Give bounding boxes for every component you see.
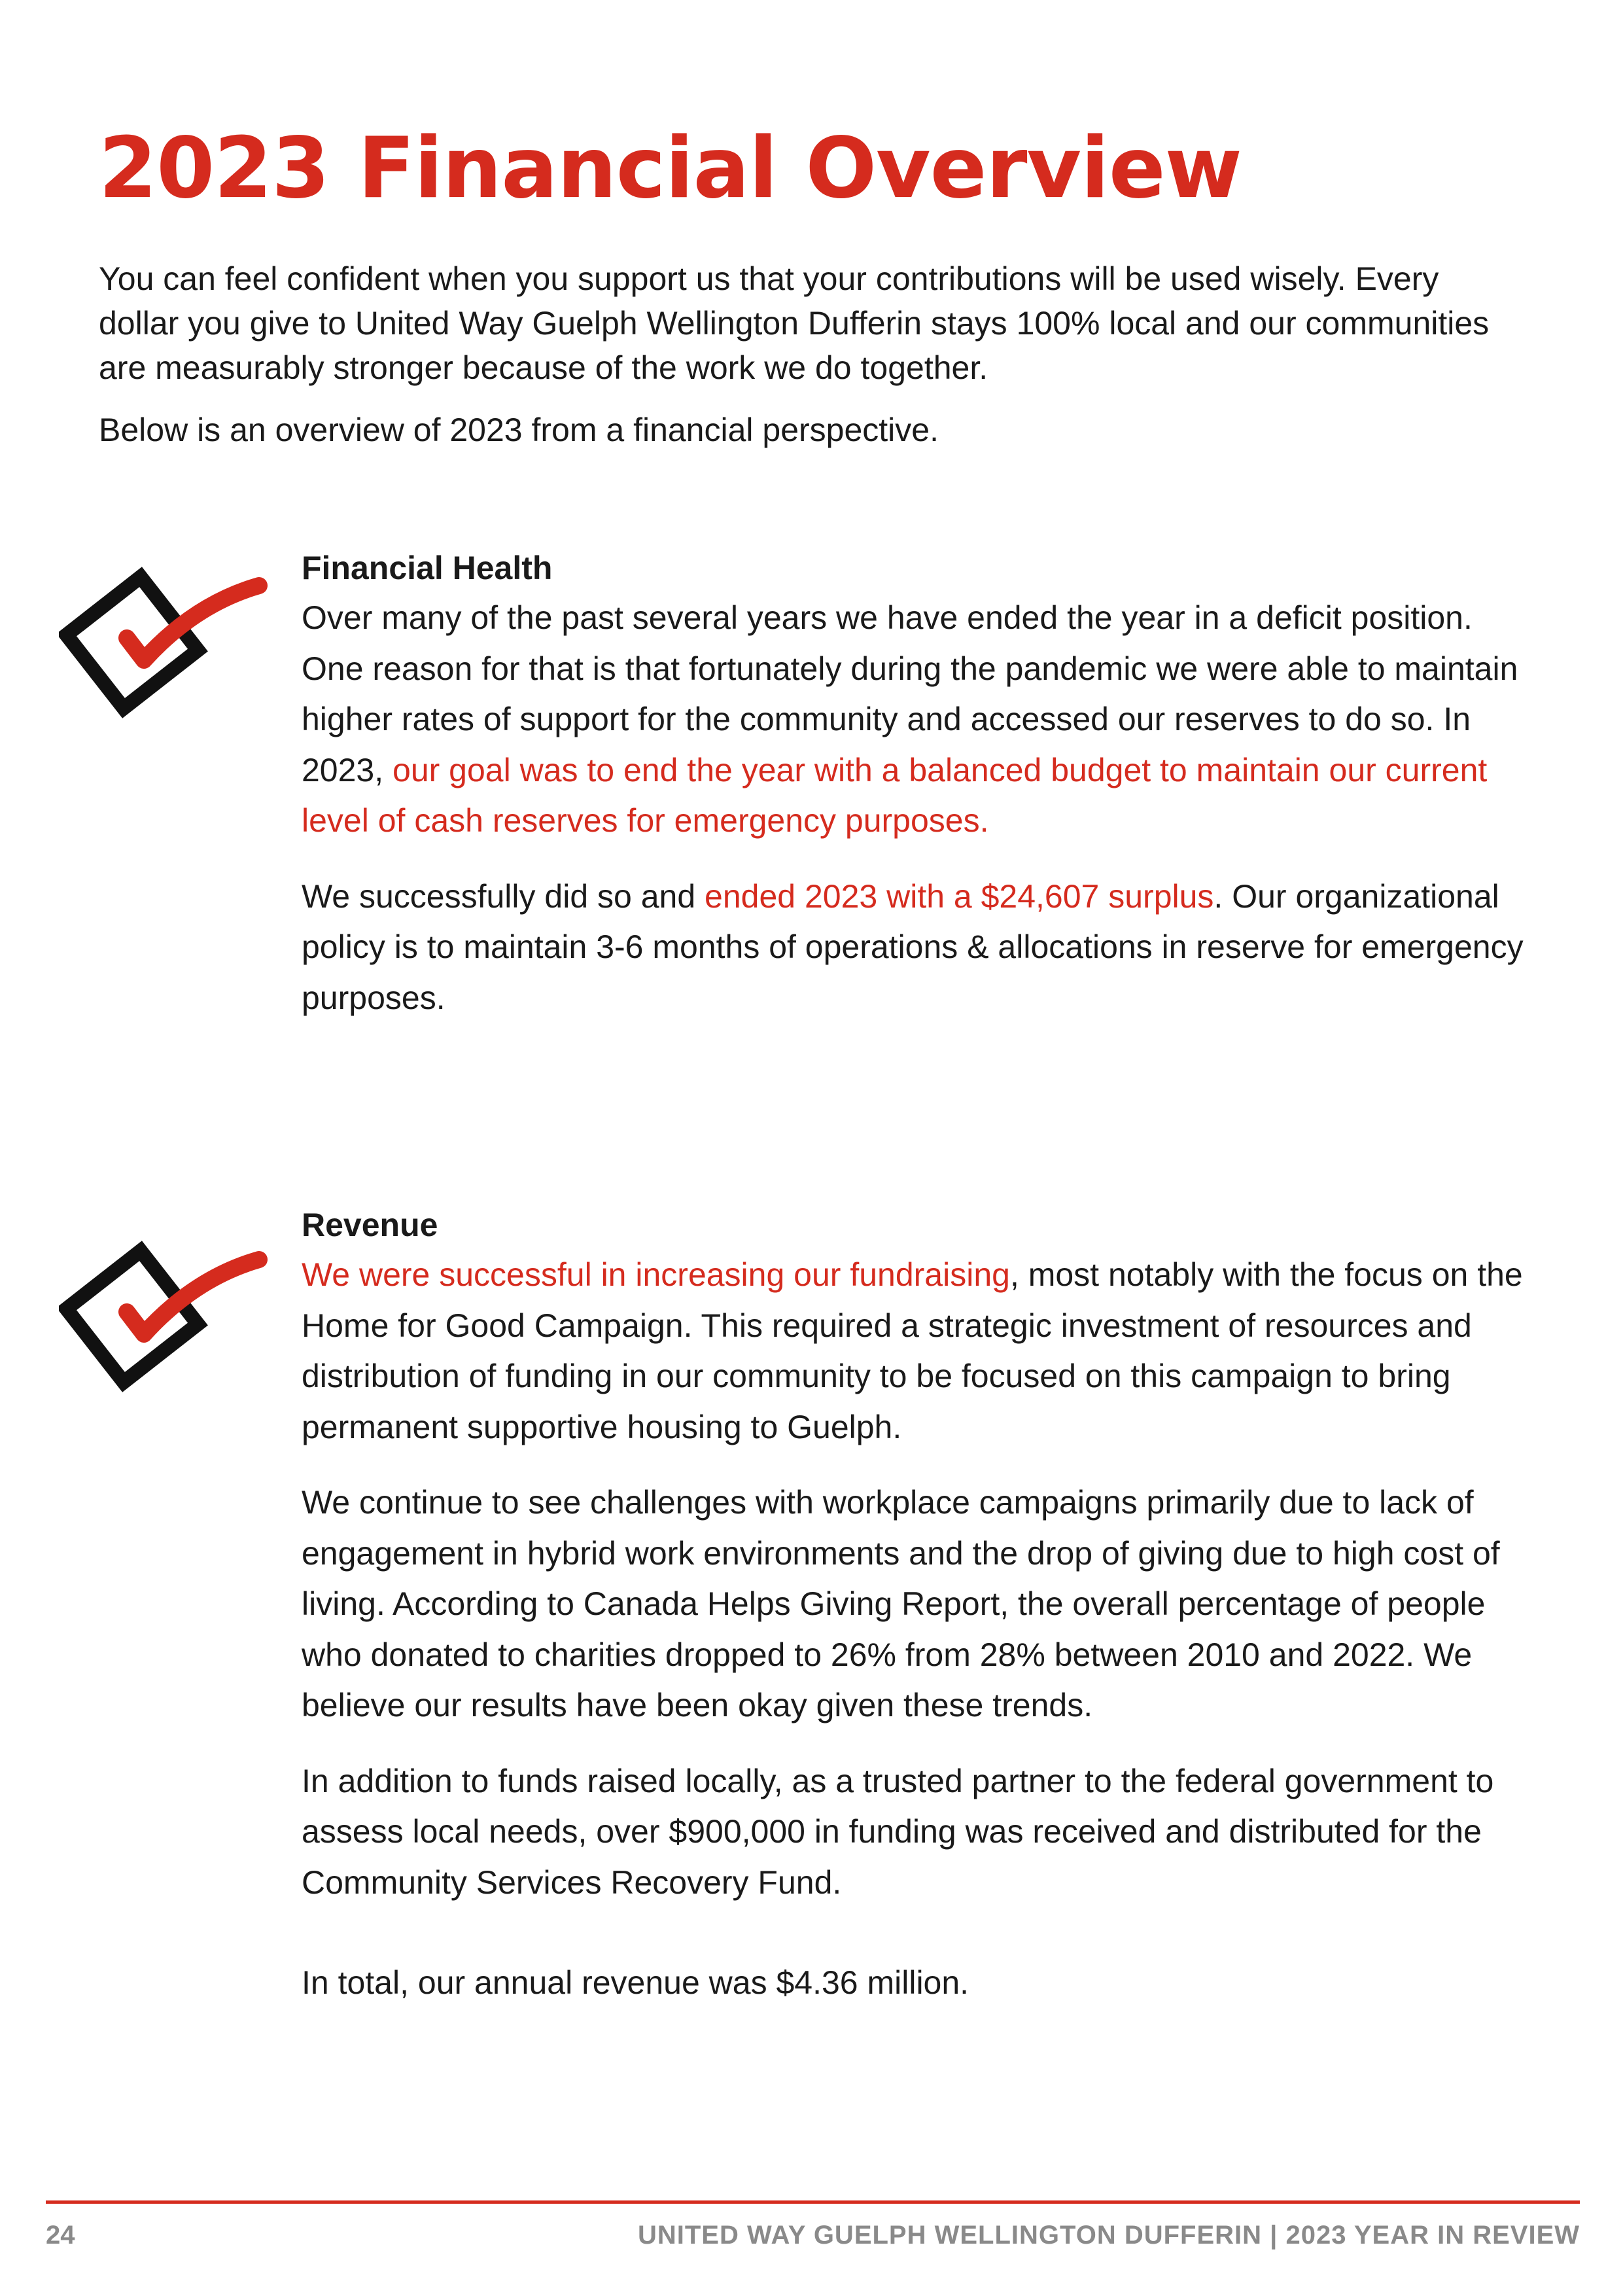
section-paragraph — [302, 872, 1525, 1024]
section-paragraph: We continue to see challenges with workplace campaigns primarily due to lack of engagement in hybrid work environments and the drop of giving due to high cost of living. According to Canada Helps Giving Report, the overall percentage of people who donated to charities dropped to 26% from 28% between 2010 and 2022. We believe our results have been okay given these trends. — [302, 1484, 1500, 1723]
section-heading: Financial Health — [302, 550, 553, 586]
section-paragraph: In addition to funds raised locally, as a trusted partner to the federal government to assess local needs, over $900,000 in funding was received and distributed for the Community Services Recovery Fund. — [302, 1762, 1494, 1901]
checkbox-check-icon — [59, 546, 275, 736]
page-title: 2023 Financial Overview — [99, 120, 1242, 217]
revenue-section — [302, 1200, 1525, 2034]
section-paragraph — [302, 593, 1525, 847]
footer-divider — [46, 2200, 1580, 2204]
highlight-text: ended 2023 with a $24,607 surplus — [705, 877, 1214, 915]
paragraph-text: We successfully did so and — [302, 877, 705, 915]
paragraph-text: Over many of the past several years we have ended the year in a deficit position. One reason for that is that fortunately during the pandemic we were able to maintain higher rates of support for the community and accessed our reserves to do so. In 2023, — [302, 599, 1518, 788]
highlight-text: We were successful in increasing our fundraising — [302, 1256, 1010, 1293]
highlight-text: our goal was to end the year with a balanced budget to maintain our current level of cash reserves for emergency purposes. — [302, 751, 1488, 839]
section-paragraph: In total, our annual revenue was $4.36 million. — [302, 1964, 969, 2001]
footer-title: UNITED WAY GUELPH WELLINGTON DUFFERIN | 2023 YEAR IN REVIEW — [637, 2221, 1580, 2250]
checkbox-check-icon — [59, 1220, 275, 1410]
paragraph-text: , most notably with the focus on the Home for Good Campaign. This required a strategic investment of resources and distribution of funding in our community to be focused on this campaign to bring permanent supportive housing to Guelph. — [302, 1256, 1523, 1445]
section-heading: Revenue — [302, 1207, 438, 1243]
intro-paragraph: You can feel confident when you support us that your contributions will be used wisely. Every dollar you give to United Way Guelph Wellington Dufferin stays 100% local and our communities are measurably stronger because of the work we do together. — [99, 260, 1490, 386]
section-paragraph — [302, 1250, 1525, 1453]
intro — [99, 256, 1518, 452]
financial-health-section — [302, 543, 1525, 1048]
intro-paragraph: Below is an overview of 2023 from a financial perspective. — [99, 412, 939, 448]
page-number: 24 — [46, 2221, 75, 2250]
paragraph-text: . Our organizational policy is to maintain 3-6 months of operations & allocations in reserve for emergency purposes. — [302, 877, 1524, 1016]
